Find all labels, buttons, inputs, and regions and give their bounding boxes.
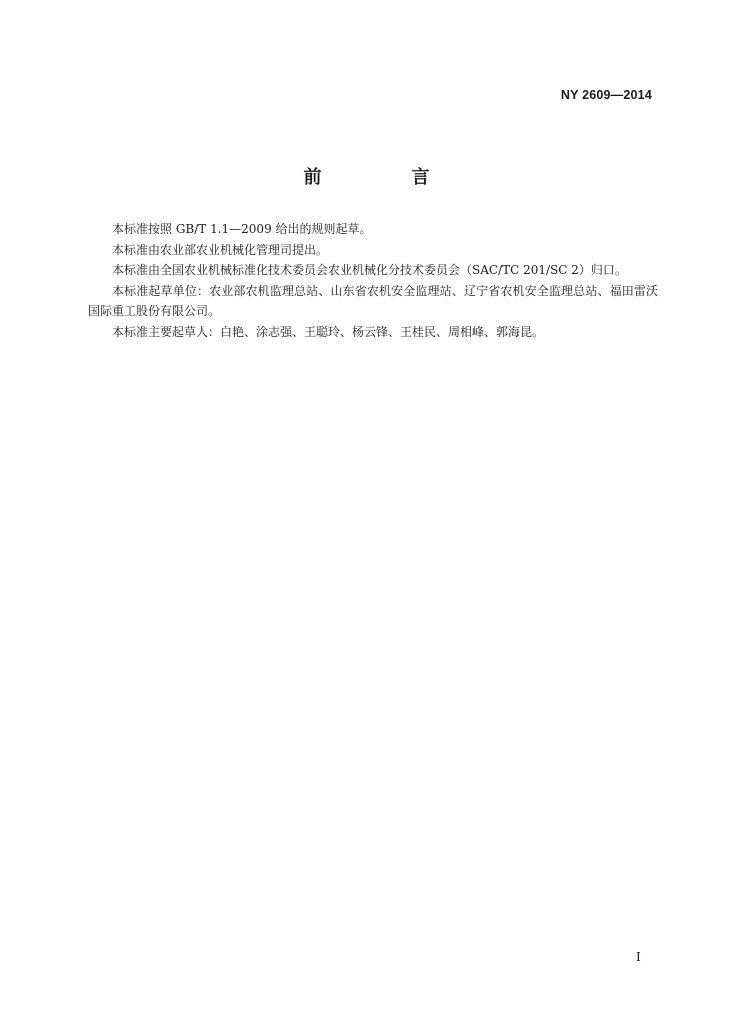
paragraph-drafters: 本标准主要起草人：白艳、涂志强、王聪玲、杨云锋、王桂民、周相峰、郭海昆。 — [112, 324, 545, 339]
foreword-body — [88, 219, 658, 342]
paragraph-proposer: 本标准由农业部农业机械化管理司提出。 — [112, 242, 329, 257]
paragraph-drafting-rules: 本标准按照 GB/T 1.1—2009 给出的规则起草。 — [112, 222, 372, 236]
standard-code: NY 2609—2014 — [560, 88, 652, 102]
paragraph-drafting-units: 本标准起草单位：农业部农机监理总站、山东省农机安全监理站、辽宁省农机安全监理总站、福田雷沃国际重工股份有限公司。 — [88, 283, 658, 318]
page-number: I — [636, 950, 641, 964]
paragraph-administration: 本标准由全国农业机械标准化技术委员会农业机械化分技术委员会（SAC/TC 201/SC 2）归口。 — [112, 263, 627, 277]
page-title: 前 言 — [303, 167, 466, 188]
